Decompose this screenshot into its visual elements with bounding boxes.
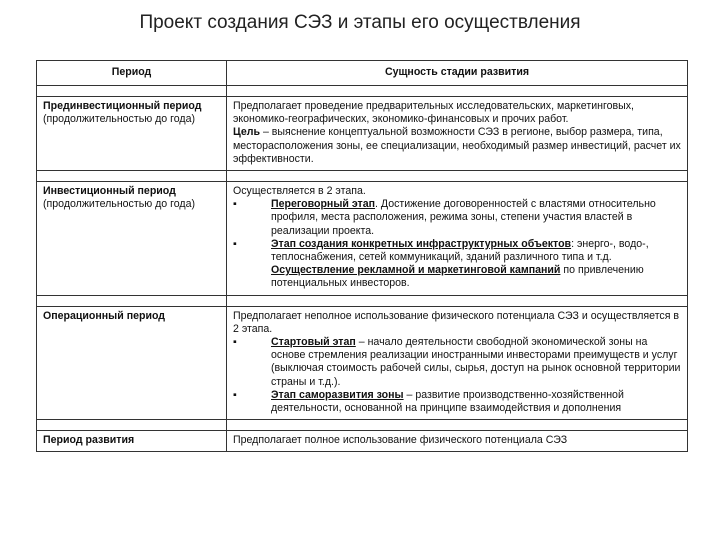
essence-cell (227, 182, 688, 296)
stage-text: – начало деятельности свободной экономической зоны на основе стремления реализации иностранными инвесторами преимуществ и услуг (выключая стоимость рабочей силы, сырья, доступ на рынок основной территории страны и т.д.). (271, 336, 681, 388)
stage-label: Этап саморазвития зоны (271, 388, 404, 401)
period-note: (продолжительностью до года) (43, 113, 196, 126)
bullet-icon: ▪ (233, 237, 237, 250)
stage-item (233, 238, 681, 264)
essence-cell (227, 97, 688, 171)
essence-intro: Предполагает неполное использование физического потенциала СЭЗ и осуществляется в 2 этапа. (233, 309, 680, 335)
bullet-icon: ▪ (233, 198, 237, 211)
period-title: Прединвестиционный период (43, 100, 202, 112)
bullet-icon: ▪ (233, 336, 237, 349)
essence-cell (227, 306, 688, 420)
stage-item (233, 198, 681, 238)
stage-item (233, 264, 681, 290)
stage-item (233, 389, 681, 415)
essence-intro: Предполагает проведение предварительных исследовательских, маркетинговых, экономико-географических, экономико-финансовых и прочих работ. (233, 100, 634, 126)
period-title: Инвестиционный период (43, 185, 176, 198)
table-row (37, 182, 688, 296)
essence-intro: Предполагает полное использование физического потенциала СЭЗ (233, 434, 568, 447)
period-cell (37, 97, 227, 171)
stage-item (233, 336, 681, 389)
period-title: Период развития (43, 434, 135, 447)
stage-label: Этап создания конкретных инфраструктурных объектов (271, 237, 572, 250)
period-cell (37, 431, 227, 452)
stage-text: . Достижение договоренностей с властями относительно профиля, места расположения, режима зоны, степени участия властей в реализации проекта. (271, 198, 656, 237)
stages-table (36, 60, 688, 452)
bullet-icon: ▪ (233, 388, 237, 401)
period-cell (37, 182, 227, 296)
period-cell (37, 306, 227, 420)
header-period: Период (37, 61, 227, 86)
essence-goal (233, 126, 681, 166)
slide-title: Проект создания СЭЗ и этапы его осуществления (139, 12, 581, 33)
essence-cell (227, 431, 688, 452)
stage-text: – развитие производственно-хозяйственной деятельности, основанной на принципе взаимодействия и дополнения (271, 388, 624, 415)
table-row (37, 431, 688, 452)
stage-label: Осуществление рекламной и маркетинговой кампаний (271, 264, 561, 277)
table-header-row (37, 61, 688, 86)
period-note: (продолжительностью до года) (43, 198, 196, 211)
stage-text: по привлечению потенциальных инвесторов. (271, 264, 644, 290)
header-essence: Сущность стадии развития (227, 61, 688, 86)
stage-label: Стартовый этап (271, 336, 356, 349)
goal-text: – выяснение концептуальной возможности СЭЗ в регионе, выбор размера, типа, месторасположения зоны, ее специализации, необходимый размер инвестиций, расчет их эффективности. (233, 126, 681, 165)
essence-intro: Осуществляется в 2 этапа. (233, 185, 366, 198)
table-row (37, 97, 688, 171)
period-title: Операционный период (43, 309, 166, 322)
table-row (37, 306, 688, 420)
goal-label: Цель (233, 126, 261, 139)
stage-label: Переговорный этап (271, 198, 376, 211)
stage-text: : энерго-, водо-, теплоснабжения, сетей коммуникаций, зданий различного типа и т.д. (271, 237, 649, 264)
